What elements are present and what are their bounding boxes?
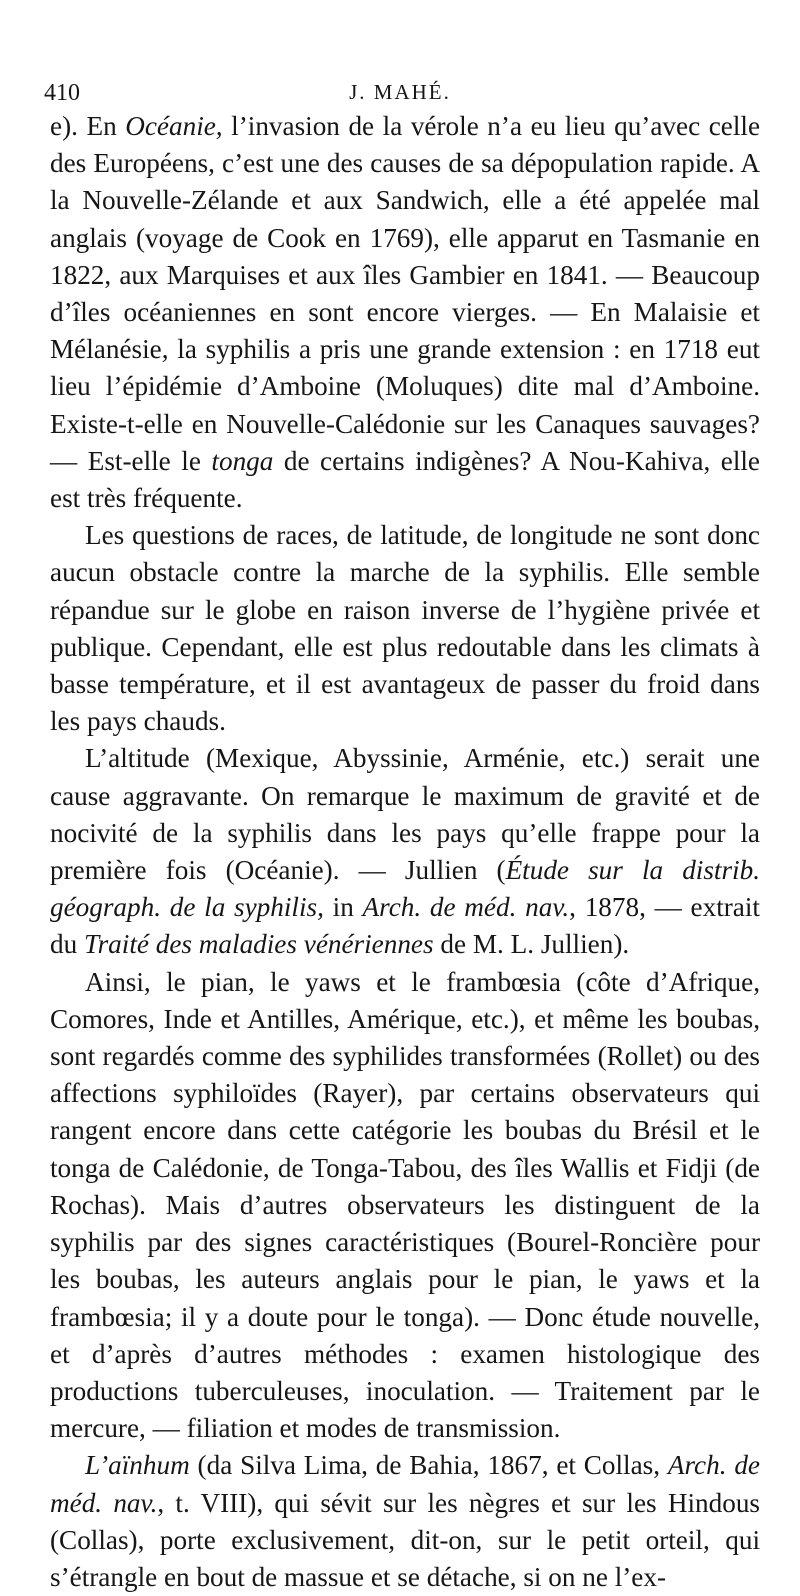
text-run: l’invasion de la vérole n’a eu lieu qu’avec celle des Européens, c’est une des causes de sa dépopulation rapide. A la Nouvelle-Zélande et aux Sandwich, elle a été appelée mal anglais (voyage de Cook en 1769), elle apparut en Tasmanie en 1822, aux Marquises et aux îles Gambier en 1841. — Beaucoup d’îles océaniennes en sont encore vierges. — En Malaisie et Mélanésie, la syphilis a pris une grande extension : en 1718 eut lieu l’épidémie d’Amboine (Moluques) dite mal d’Amboine. Existe-t-elle en Nouvelle-Calédonie sur les Canaques sauvages? — Est-elle le [50, 111, 761, 476]
paragraph-races [50, 517, 760, 740]
italic-text: tonga [211, 445, 274, 476]
text-run: in [323, 892, 363, 923]
text-run: , t. VIII), qui sévit sur les nègres et sur les Hindous (Collas), porte exclusivement, dit-on, sur le petit orteil, qui s’étrangle en bout de massue et se détache, si on ne l’ex- [50, 1487, 761, 1592]
paragraph-oceanie [50, 108, 760, 517]
italic-text: Arch. de méd. nav. [362, 892, 570, 923]
body-text [50, 108, 760, 1596]
text-run: de certains indigènes? A Nou-Kahiva, elle est très fréquente. [50, 445, 760, 514]
italic-text: Étude sur la distrib. géograph. de la syphilis, [50, 855, 760, 923]
paragraph-altitude [50, 740, 760, 963]
text-run: , 1878, — extrait du [50, 892, 760, 960]
page-number: 410 [44, 80, 80, 106]
text-run: e). En [50, 111, 126, 141]
page-header [44, 72, 756, 112]
text-run: (da Silva Lima, de Bahia, 1867, et Collas, [189, 1450, 668, 1481]
text-run: de M. L. Jullien). [433, 929, 630, 960]
italic-text: L’aïnhum [85, 1450, 190, 1481]
text-run: Ainsi, le pian, le yaws et le frambœsia (côte d’Afrique, Comores, Inde et Antilles, Amérique, etc.), et même les boubas, sont regardés comme des syphilides transformées (Rollet) ou des affections syphiloïdes (Rayer), par certains observateurs qui rangent encore dans cette catégorie les boubas du Brésil et le tonga de Calédonie, de Tonga-Tabou, des îles Wallis et Fidji (de Rochas). Mais d’autres observateurs les distinguent de la syphilis par des signes caractéristiques (Bourel-Roncière pour les boubas, les auteurs anglais pour le pian, le yaws et la frambœsia; il y a doute pour le tonga). — Donc étude nouvelle, et d’après d’autres méthodes : examen histologique des productions tuberculeuses, inoculation. — Traitement par le mercure, — filiation et modes de transmission. [50, 966, 760, 1444]
running-head: J. MAHÉ. [349, 80, 451, 104]
italic-text: Océanie, [125, 111, 223, 141]
italic-text: Arch. de méd. nav. [50, 1450, 760, 1518]
text-run: Les questions de races, de latitude, de longitude ne sont donc aucun obstacle contre la marche de la syphilis. Elle semble répandue sur le globe en raison inverse de l’hygiène privée et publique. Cependant, elle est plus redoutable dans les climats à basse température, et il est avantageux de passer du froid dans les pays chauds. [50, 520, 760, 737]
paragraph-pian [50, 964, 760, 1448]
italic-text: Traité des maladies vénériennes [83, 929, 434, 960]
text-run: L’altitude (Mexique, Abyssinie, Arménie, etc.) serait une cause aggravante. On remarque le maximum de gravité et de nocivité de la syphilis dans les pays qu’elle frappe pour la première fois (Océanie). — Jullien ( [50, 743, 760, 886]
paragraph-ainhum [50, 1447, 760, 1596]
